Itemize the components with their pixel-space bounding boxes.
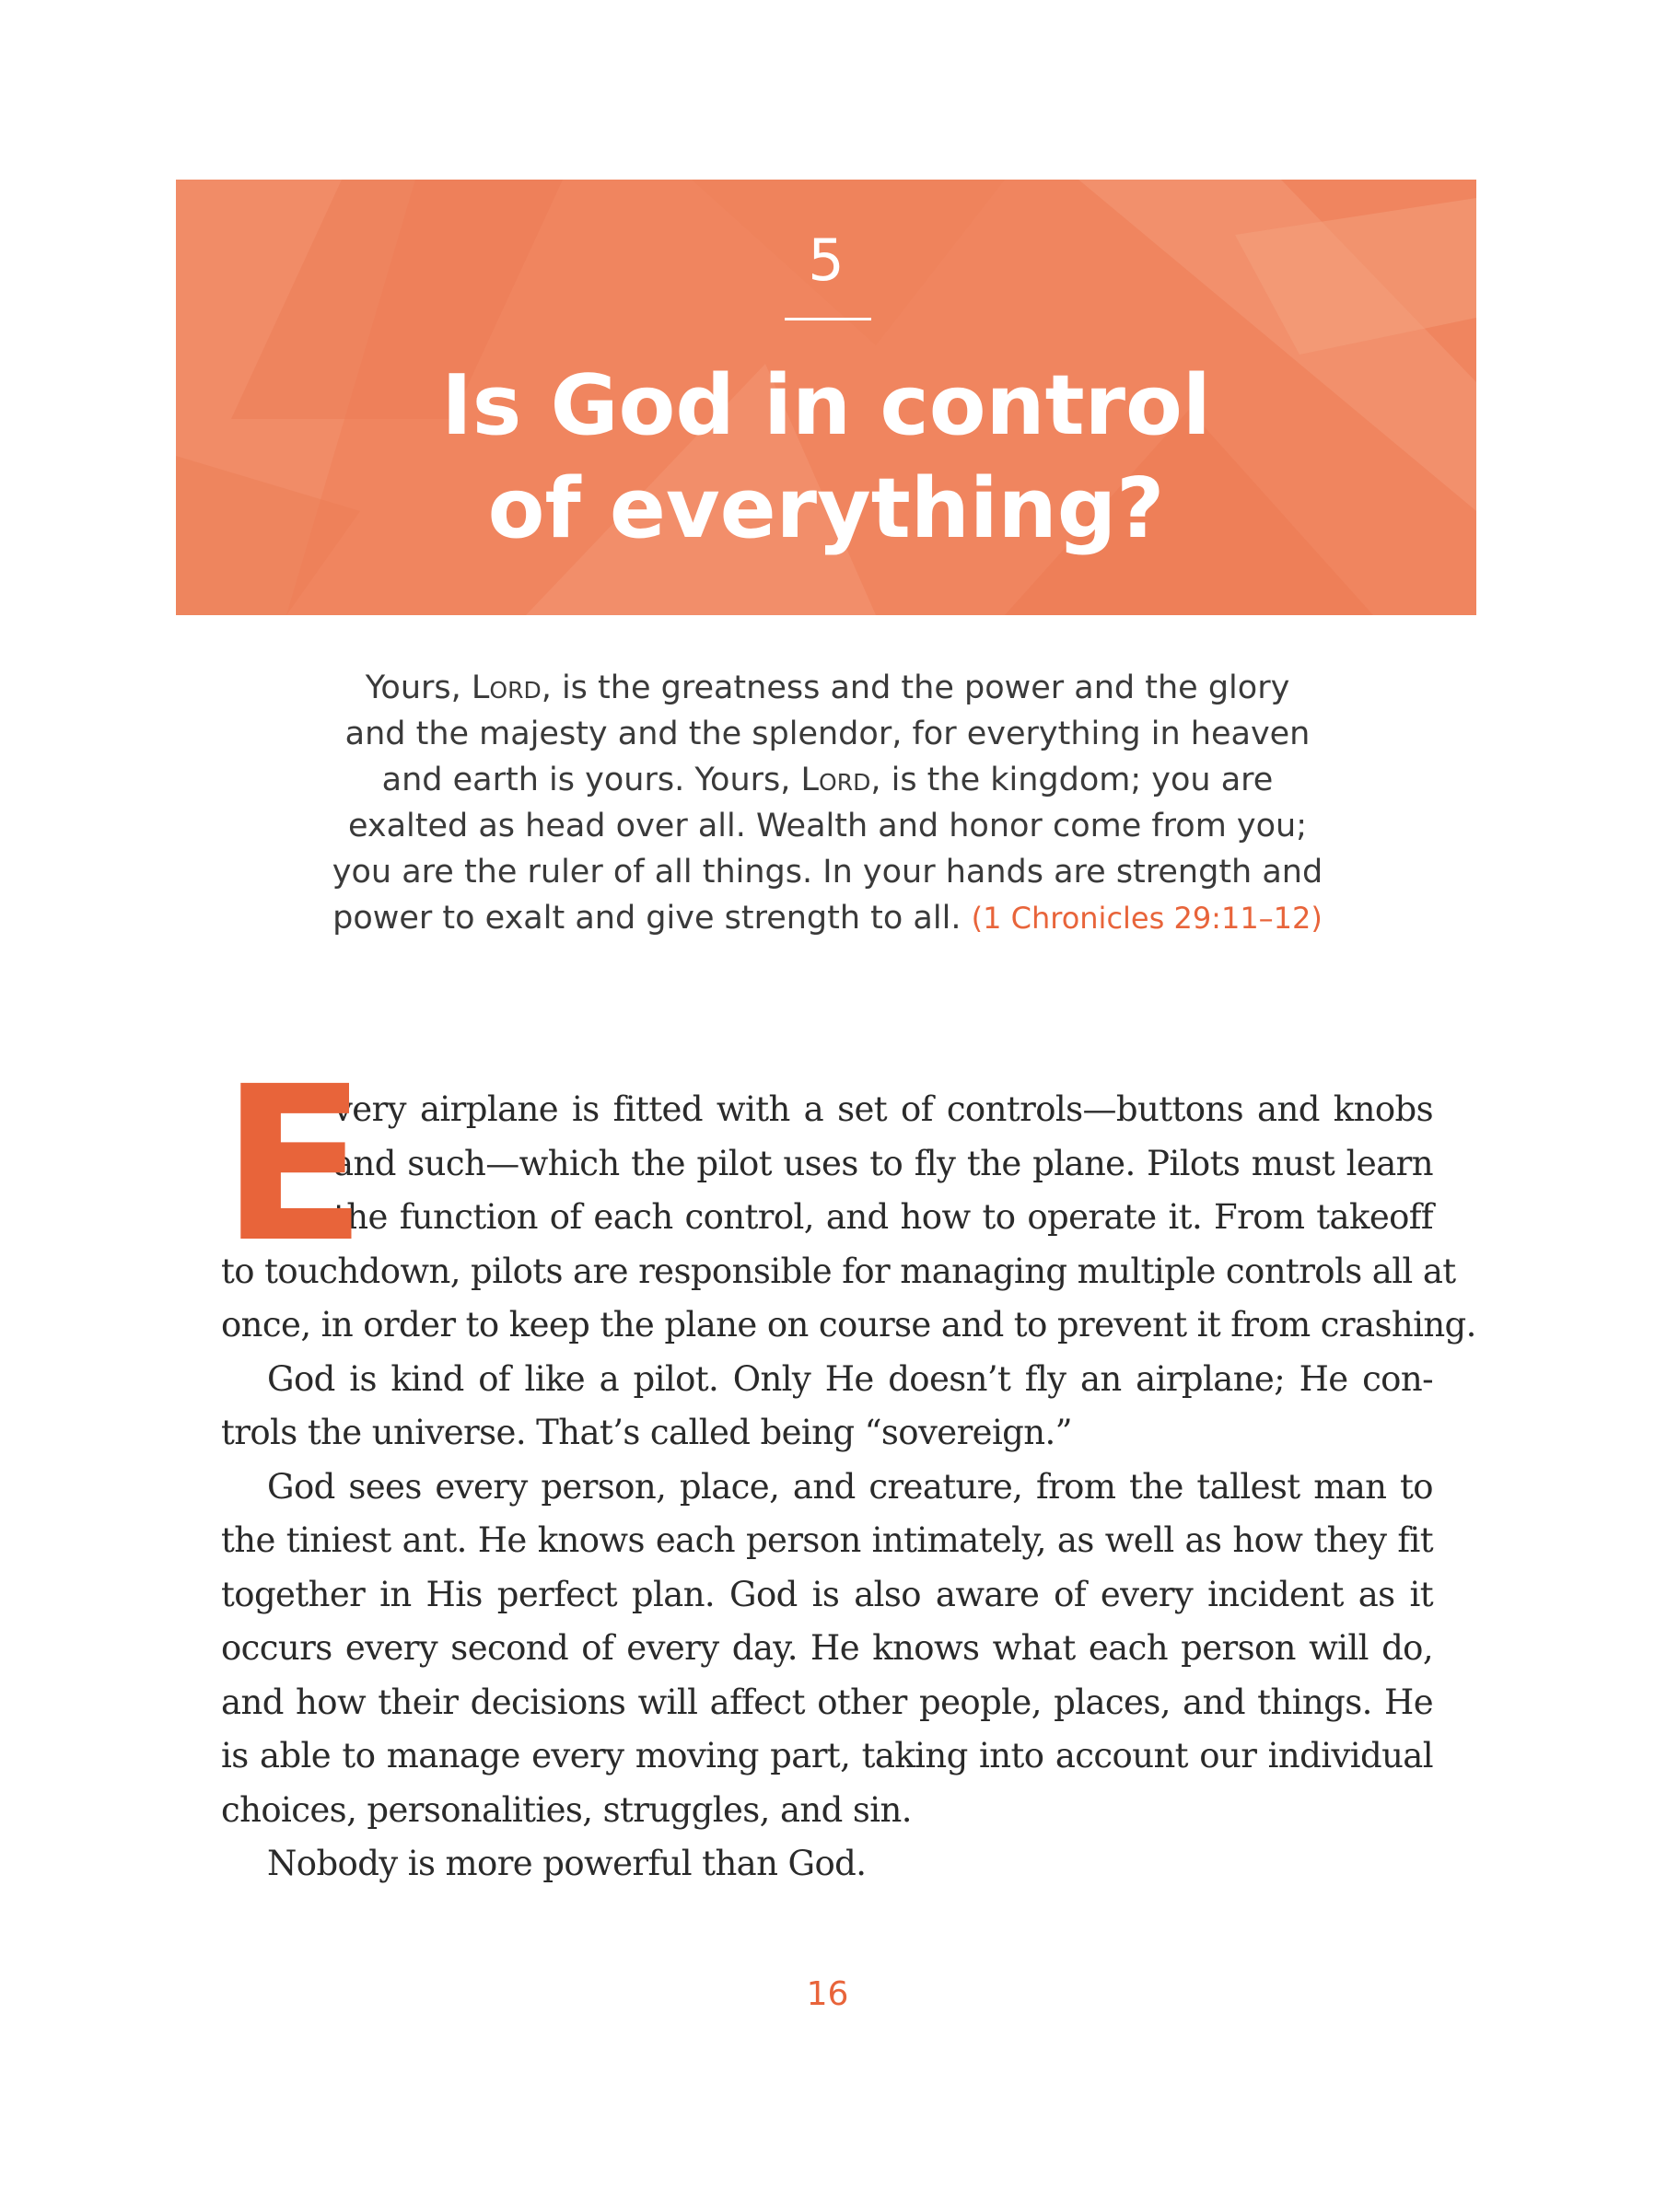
drop-cap: E [221,1041,367,1289]
chapter-title-line-1: Is God in control [441,357,1211,454]
page-number: 16 [806,1975,849,2013]
body-line: the tiniest ant. He knows each person intimately, as well as how they fit [221,1520,1433,1560]
body-text [221,1041,1476,1892]
body-line: to touchdown, pilots are responsible for managing multiple controls all at [221,1251,1456,1291]
body-line: God sees every person, place, and creature, from the tallest man to [267,1466,1433,1507]
body-line: once, in order to keep the plane on course and to prevent it from crashing. [221,1305,1476,1345]
epigraph-line: you are the ruler of all things. In your hands are strength and [332,854,1323,891]
chapter-title [176,355,1476,561]
scripture-reference: (1 Chronicles 29:11–12) [971,901,1323,936]
body-line: choices, personalities, struggles, and sin. [221,1789,912,1830]
body-line: very airplane is fitted with a set of controls—buttons and knobs [333,1089,1433,1129]
epigraph-line [258,895,1397,941]
chapter-header [176,180,1476,615]
epigraph-line: and the majesty and the splendor, for everything in heaven [344,716,1311,752]
body-line: God is kind of like a pilot. Only He doesn’t fly an airplane; He con- [267,1358,1433,1399]
body-line: is able to manage every moving part, taking into account our individual [221,1736,1433,1775]
epigraph-lord: Lord [471,669,542,706]
chapter-number: 5 [808,227,845,294]
epigraph-text: , is the kingdom; you are [870,762,1274,798]
epigraph-text: and earth is yours. Yours, [381,762,801,798]
epigraph [258,665,1397,941]
chapter-title-line-2: of everything? [487,460,1165,557]
epigraph-text: , is the greatness and the power and the glory [541,669,1290,706]
epigraph-line [258,665,1397,711]
body-line: and how their decisions will affect other people, places, and things. He [221,1682,1433,1722]
body-line: trols the universe. That’s called being “sovereign.” [221,1413,1072,1452]
body-line: and such—which the pilot uses to fly the plane. Pilots must learn [333,1143,1433,1183]
epigraph-line [258,757,1397,803]
body-line: together in His perfect plan. God is also aware of every incident as it [221,1574,1433,1614]
epigraph-lord: Lord [800,762,871,798]
body-line: occurs every second of every day. He knows what each person will do, [221,1628,1433,1668]
epigraph-text: power to exalt and give strength to all. [332,900,962,937]
epigraph-text: Yours, [365,669,472,706]
epigraph-line: exalted as head over all. Wealth and honor come from you; [347,808,1308,844]
body-line: the function of each control, and how to operate it. From takeoff [333,1197,1433,1237]
chapter-divider [785,318,871,320]
body-line: Nobody is more powerful than God. [267,1844,867,1883]
